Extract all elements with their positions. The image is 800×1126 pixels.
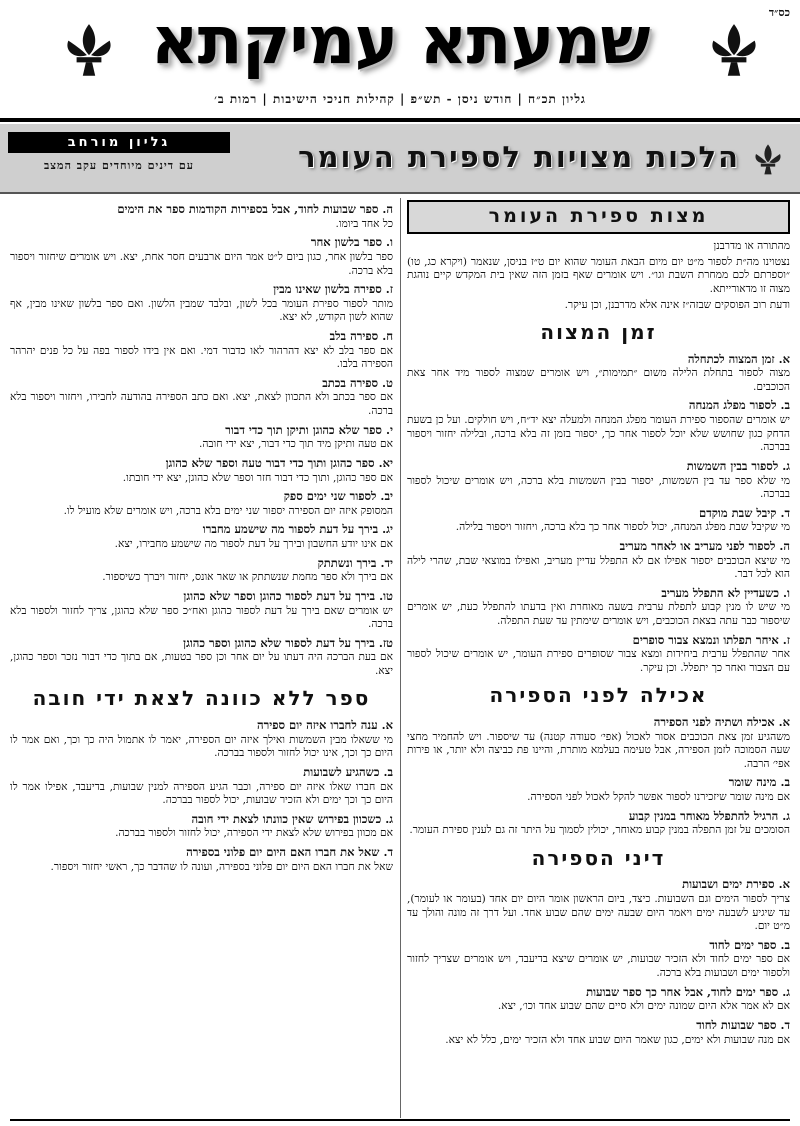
paragraph: שאל את חברו האם היום יום פלוני בספירה, ועונה לו שהדבר כך, ראשי יחזור ויספור. [50,860,393,873]
expanded-issue-label: גליון מורחב [8,132,230,153]
subheading: א. אכילה ושתיה לפני הספירה [653,714,790,729]
subheading: א. ענה לחברו איזה יום ספירה [256,718,393,733]
paragraph: נצטוינו מה״ת לספור מ״ט יום מיום הבאת העומר שהוא יום ט״ז בניסן, שנאמר (ויקרא כג, טו) ״וספרתם לכם ממחרת השבת וגו״. ויש אומרים שאף בזמן הזה שאין בית המקדש קיים נוהגת מצוה זו מדאורייתא. [407,255,790,295]
topic-banner [0,124,800,194]
paragraph: ודעת רוב הפוסקים שבזה״ז אינה אלא מדרבנן, וכן עיקר. [564,298,790,311]
subheading: א. ספירת ימים ושבועות [682,877,790,892]
paragraph: אם טעה ותיקן מיד תוך כדי דבור, יצא ידי חובה. [198,438,393,451]
paragraph: אם בירך ולא ספר מחמת שנשתתק או שאר אונס, יחזור ויברך כשיספור. [102,571,393,584]
paragraph: אחר שהתפלל ערבית ביחידות ומצא צבור שסופרים ספירת העומר, יש אומרים שיכול לספור עם הצבור ואחר כך יתפלל. וכן עיקר. [407,648,790,674]
expanded-issue-subtitle: עם דינים מיוחדים עקב המצב [43,159,194,172]
subheading: י. ספר שלא כהוגן ותיקן תוך כדי דבור [225,422,393,437]
paragraph: מי שלא ספר עד בין השמשות, יספור בבין השמשות בלא ברכה, ויש אומרים שיכול לספור בברכה. [407,474,790,501]
subheading: ג. הרגיל להתפלל מאוחר במנין קבוע [628,808,790,823]
subheading: יג. בירך על דעת לספור מה שישמע מחברו [202,522,393,537]
subheading: ד. ספר שבועות לחוד [696,1017,790,1032]
paragraph: אם מינה שומר שיזכירנו לספור אפשר להקל לאכול לפני הספירה. [527,791,790,803]
section-heading: מצות ספירת העומר [407,200,790,234]
subheading: ד. קיבל שבת מוקדם [699,505,790,520]
paragraph: אם מנה שבועות ולא ימים, כגון שאמר היום שבוע אחד ולא הזכיר ימים, כלל לא יצא. [445,1033,790,1046]
subheading: ג. כשכוון בפירוש שאין כוונתו לצאת ידי חובה [191,811,393,826]
paragraph: אם לא אמר אלא היום שמונה ימים ולא סיים שהם שבוע אחד וכו׳, יצא. [497,1000,790,1013]
paragraph: מצוה לספור בתחלת הלילה משום ״תמימות״, ויש אומרים שמצוה לספור מיד אחר צאת הכוכבים. [407,367,790,393]
section-heading: אכילה לפני הספירה [489,683,708,708]
paragraph: אם ספר בכתב ולא התכוון לצאת, יצא. ואם כתב הספירה בהודעה לחבירו, ויחזור ויספור בלא ברכה. [10,391,393,417]
paragraph: מי שיצא הכוכבים יספור אפילו אם לא התפלל עדיין מעריב, ואפילו במוצאי שבת, שהרי לילה הוא לכל דבר. [407,554,790,581]
subheading: ז. ספירה בלשון שאינו מבין [273,282,393,297]
fleur-de-lis-icon [703,20,765,82]
subheading: ב. לספור מפלג המנחה [688,398,790,413]
subheading: ט. ספירה בכתב [322,375,393,390]
paragraph: אם ספר ימים לחוד ולא הזכיר שבועות, יש אומרים שיצא בדיעבד, ויש אומרים שצריך לחזור ולספור ימים ושבועות בלא ברכה. [407,953,790,980]
paragraph: מי שיש לו מנין קבוע לתפלת ערבית בשעה מאוחרת ואין בדעתו להתפלל כעת, יש אומרים שיספור כבר עתה בצאת הכוכבים, ויש אומרים שימתין עד שעת התפלה. [407,601,790,627]
fleur-de-lis-icon [750,142,786,178]
paragraph: אם חברו שאלו איזה יום ספירה, וכבר הגיע הספירה למנין שבועות, בדיעבד, אפילו אמר לו היום כך וכך ימים ולא הזכיר שבועות, יכול לספור בברכה. [10,780,393,807]
subheading: ח. ספירה בלב [329,328,393,343]
subheading: ג. ספר ימים לחוד, אבל אחר כך ספר שבועות [586,984,790,999]
section-heading: זמן המצוה [540,320,657,345]
subheading: ה. לספור לפני מעריב או לאחר מעריב [619,538,790,553]
column-divider [400,198,401,1118]
left-column [10,198,393,1118]
paragraph: מהתורה או מדרבנן [713,240,790,253]
subheading: א. זמן המצוה לכתחלה [687,351,790,366]
paragraph: משהגיע זמן צאת הכוכבים אסור לאכול (אפי׳ סעודה קטנה) עד שיספור. ויש להחמיר מחצי שעה הסמוכה לזמן הספירה, אבל טעימה בעלמא מותרת, והיינו פת כביצה ולא יותר, או פירות אפי׳ הרבה. [407,730,790,770]
paragraph: אם ספר כהוגן, ותוך כדי דבור חזר וספר שלא כהוגן, יצא ידי חובתו. [122,471,393,484]
masthead-divider [0,118,800,122]
subheading: ה. ספר שבועות לחוד, אבל בספירות הקודמות ספר את הימים [117,202,393,216]
paragraph: אם ספר בלב לא יצא דהרהור לאו כדבור דמי. ואם אין בידו לספור בפה על כל פנים יהרהר הספירה בלבו. [10,344,393,371]
subheading: ו. ספר בלשון אחר [310,235,393,250]
issue-line: גליון תכ״ח | חודש ניסן - תש״פ | קהילות חניכי הישיבות | רמות ב׳ [214,92,586,106]
topic-title: הלכות מצויות לספירת העומר [298,140,740,174]
subheading: יא. ספר כהוגן ותוך כדי דבור טעה וספר שלא כהוגן [165,455,393,470]
subheading: ב. מינה שומר [728,775,790,790]
subheading: ג. לספור בבין השמשות [686,458,790,473]
subheading: יד. בירך ונשתתק [317,555,393,570]
article-columns [10,198,790,1118]
subheading: ו. כשעדיין לא התפלל מעריב [661,585,790,600]
fleur-de-lis-icon [58,20,120,82]
paragraph: כל אחד ביומו. [335,217,393,230]
section-heading: ספר ללא כוונה לצאת ידי חובה [32,686,371,711]
subheading: יב. לספור שני ימים ספק [283,489,393,504]
paragraph: אם מכוון בפירוש שלא לצאת ידי הספירה, יכול לחזור ולספור בברכה. [115,827,393,840]
paragraph: יש אומרים שאם בירך על דעת לספור כהוגן ואח״כ ספר שלא כהוגן, צריך לחזור ולספור בלא ברכה. [10,604,393,631]
subheading: ז. איחר תפלתו ונמצא צבור סופרים [632,632,790,647]
masthead [0,0,800,122]
subheading: טז. בירך על דעת לספור שלא כהוגן וספר כהוגן [183,635,393,650]
paragraph: מי ששאלו מבין השמשות ואילך איזה יום הספירה, יאמר לו אתמול היה כך וכך, ואם אמר לו היום כך וכך, אינו יכול לחזור ולספור בברכה. [10,733,393,760]
paragraph: אם אינו יודע החשבון ובירך על דעת לספור מה שישמע מחבירו, יצא. [114,538,393,551]
paragraph: ספר בלשון אחר, כגון ביום ל״ט אמר היום ארבעים חסר אחת, יצא. ויש אומרים שיחזור ויספור בלא ברכה. [10,250,393,277]
footer-divider [10,1119,790,1121]
expanded-issue-box [8,132,230,184]
masthead-title: שמעתא עמיקתא [150,2,650,79]
paragraph: אם בעת הברכה היה דעתו על יום אחר וכן ספר בטעות, אם בתוך כדי דבור נזכר וספר כהוגן, יצא. [10,651,393,677]
paragraph: מי שקיבל שבת מפלג המנחה, יכול לספור אחר כך בלא ברכה, ויחזור ויספור בלילה. [455,521,790,534]
subheading: ב. ספר ימים לחוד [709,937,790,952]
subheading: טו. בירך על דעת לספור כהוגן וספר שלא כהוגן [183,588,393,603]
page-number: כס״ד [768,6,790,19]
paragraph: מותר לספור ספירת העומר בכל לשון, ובלבד שמבין הלשון. ואם ספר בלשון שאינו מבין, אף שהוא לשון הקודש, לא יצא. [10,297,393,324]
paragraph: הסומכים על זמן התפלה במנין קבוע מאוחר, יכולין לסמוך על היתר זה גם לענין ספירת העומר. [409,824,790,837]
paragraph: יש אומרים שהספור ספירת העומר מפלג המנחה ולמעלה יצא יד״ח, ויש חולקים. ועל כן בשעת הדחק כגון שחושש שלא יוכל לספור אחר כך, יספור בזמן זה בלא ברכה, ובלילה יחזור ויספור בברכה. [407,414,790,454]
subheading: ד. שאל את חברו האם היום יום פלוני בספירה [186,844,393,859]
paragraph: צריך לספור הימים וגם השבועות. כיצד, ביום הראשון אומר היום יום אחד (בעומר או לעומר), עד שיגיע לשבעה ימים ויאמר היום שבעה ימים שהם שבוע אחד. ועל דרך זה מונה והולך עד מ״ט יום. [407,893,790,933]
section-heading: דיני הספירה [531,845,666,870]
subheading: ב. כשהגיע לשבועות [303,764,393,779]
paragraph: המסופק איזה יום הספירה יספור שני ימים בלא ברכה, ויש אומרים שלא מועיל לו. [63,504,393,517]
right-column [407,198,790,1118]
